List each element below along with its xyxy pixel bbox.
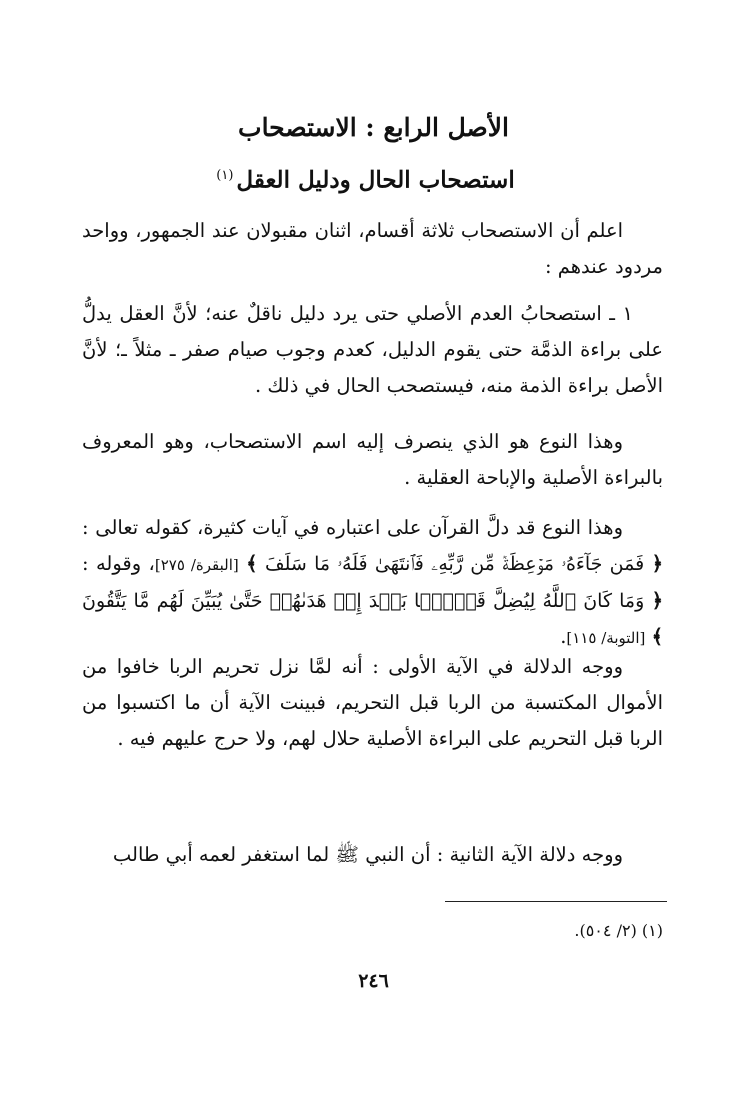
footnote (574, 918, 663, 944)
footnote-text: (٢/ ٥٠٤). (574, 921, 637, 940)
section-subtitle (0, 156, 747, 201)
verse-reference-baqarah: [البقرة/ ٢٧٥] (154, 556, 239, 574)
subtitle-text: استصحاب الحال ودليل العقل (236, 166, 515, 194)
quran-verse-tawbah: وَمَا كَانَ ٱللَّهُ لِيُضِلَّ قَوۡمَۢا بَعۡدَ إِذۡ هَدَىٰهُمۡ حَتَّىٰ يُبَيِّنَ لَهُم مَّا يَتَّقُونَ (82, 590, 645, 612)
footnote-marker: (١) (641, 921, 663, 940)
evidence-end: . (560, 625, 567, 648)
ornate-close-bracket: ﴾ (651, 625, 663, 648)
chapter-title: الأصل الرابع : الاستصحاب (238, 113, 509, 142)
quran-verse-baqarah: فَمَن جَآءَهُۥ مَوۡعِظَةٞ مِّن رَّبِّهِۦ فَٱنتَهَىٰ فَلَهُۥ مَا سَلَفَ (264, 553, 645, 575)
ornate-close-bracket: ﴾ (246, 552, 258, 575)
paragraph-second-verse-explanation: ووجه دلالة الآية الثانية : أن النبي ﷺ لما استغفر لعمه أبي طالب (112, 843, 623, 866)
evidence-connector: ، وقوله : (82, 552, 155, 575)
evidence-intro: وهذا النوع قد دلَّ القرآن على اعتباره في آيات كثيرة، كقوله تعالى : (82, 516, 623, 539)
footnote-reference[interactable]: (١) (216, 168, 234, 183)
paragraph-type-description: وهذا النوع هو الذي ينصرف إليه اسم الاستصحاب، وهو المعروف بالبراءة الأصلية والإباحة العقلية . (82, 430, 663, 489)
paragraph-intro: اعلم أن الاستصحاب ثلاثة أقسام، اثنان مقبولان عند الجمهور، وواحد مردود عندهم : (82, 219, 663, 278)
footnote-divider (445, 901, 667, 902)
verse-reference-tawbah: [التوبة/ ١١٥] (566, 629, 646, 647)
paragraph-quran-evidence (82, 510, 663, 656)
ornate-open-bracket: ﴿ (651, 552, 663, 575)
paragraph-first-verse-explanation: ووجه الدلالة في الآية الأولى : أنه لمَّا نزل تحريم الربا خافوا من الأموال المكتسبة من الربا قبل التحريم، فبينت الآية أن ما اكتسبوا من الربا قبل التحريم على البراءة الأصلية حلال لهم، ولا حرج عليهم فيه . (82, 655, 663, 750)
ornate-open-bracket: ﴿ (651, 589, 663, 612)
page-number: ٢٤٦ (358, 970, 389, 992)
paragraph-first-type: ١ ـ استصحابُ العدم الأصلي حتى يرد دليل ناقلٌ عنه؛ لأنَّ العقل يدلُّ على براءة الذمَّة حتى يقوم الدليل، كعدم وجوب صيام صفر ـ مثلاً ـ؛ لأنَّ الأصل براءة الذمة منه، فيستصحب الحال في ذلك . (82, 302, 663, 397)
